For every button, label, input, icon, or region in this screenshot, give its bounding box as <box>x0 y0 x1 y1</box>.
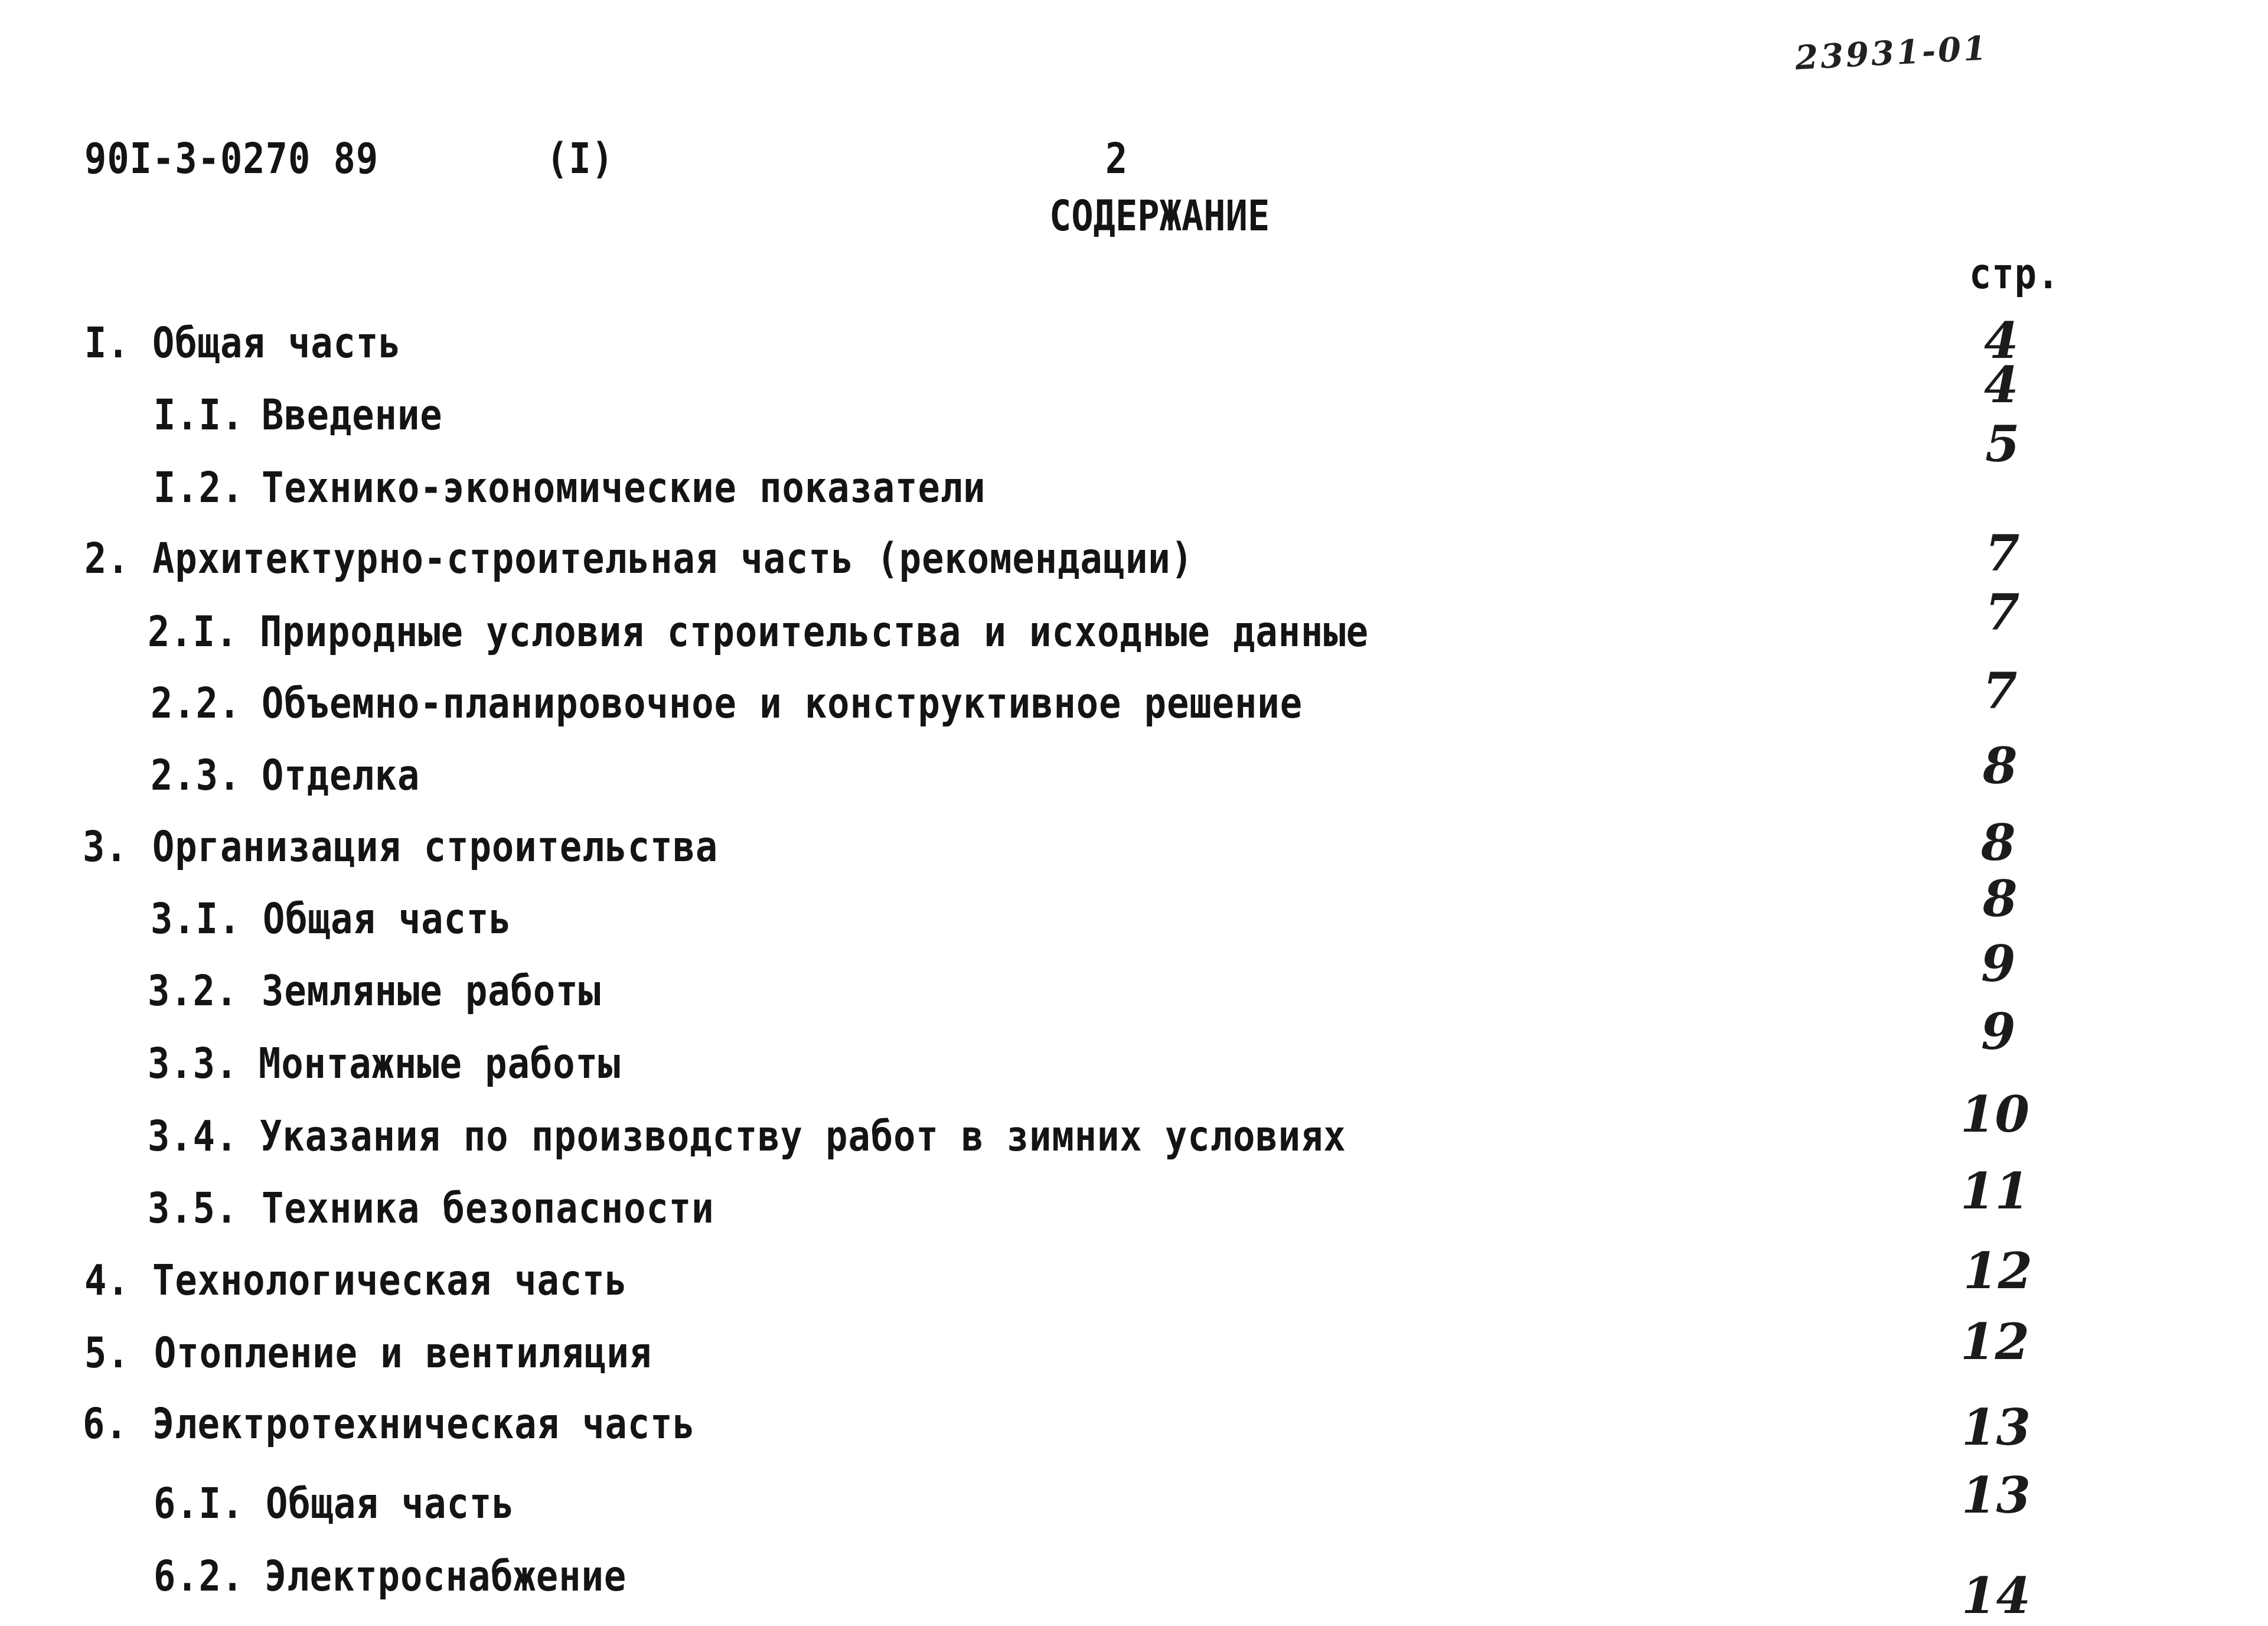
toc-entry-page: 12 <box>1963 1242 2032 1300</box>
toc-entry-number: 6.I. <box>154 1478 244 1529</box>
toc-entry-page: 12 <box>1960 1312 2029 1371</box>
toc-entry-page: 8 <box>1981 813 2016 872</box>
toc-entry-title: Электроснабжение <box>265 1551 627 1601</box>
toc-entry-number: 3. <box>83 822 128 872</box>
toc-entry-title: Монтажные работы <box>259 1038 621 1089</box>
toc-entry-number: I. <box>84 318 130 368</box>
toc-entry-number: 4. <box>84 1255 130 1305</box>
toc-entry-number: 2.I. <box>148 607 239 657</box>
toc-entry-page: 13 <box>1962 1398 2031 1456</box>
toc-entry-page: 13 <box>1962 1466 2031 1524</box>
toc-entry-title: Общая часть <box>266 1478 515 1529</box>
toc-entry-number: 3.I. <box>151 894 242 944</box>
archive-number: 23931-01 <box>1794 28 1990 78</box>
toc-entry-page: 9 <box>1981 1002 2016 1061</box>
toc-entry-title: Объемно-планировочное и конструктивное решение <box>262 678 1303 728</box>
toc-entry-title: Земляные работы <box>262 966 601 1016</box>
toc-entry-title: Природные условия строительства и исходные данные <box>260 607 1369 657</box>
toc-entry-title: Техника безопасности <box>262 1183 714 1233</box>
toc-entry-number: I.I. <box>154 390 244 440</box>
toc-entry-title: Отопление и вентиляция <box>154 1328 652 1378</box>
toc-entry-page: 10 <box>1960 1085 2029 1143</box>
toc-entry-number: 6. <box>83 1399 128 1449</box>
toc-entry-number: 2.3. <box>151 750 242 800</box>
toc-entry-page: 7 <box>1983 662 2018 720</box>
toc-entry-page: 8 <box>1983 869 2018 928</box>
toc-entry-page: 4 <box>1984 311 2019 370</box>
page-number: 2 <box>1105 133 1128 184</box>
toc-entry-number: 6.2. <box>154 1551 244 1601</box>
toc-entry-title: Общая часть <box>152 318 402 368</box>
toc-entry-title: Электротехническая часть <box>152 1399 696 1449</box>
toc-entry-number: 5. <box>84 1328 130 1378</box>
toc-entry-page: 11 <box>1960 1162 2029 1220</box>
toc-entry-page: 9 <box>1981 934 2016 993</box>
toc-entry-page: 7 <box>1985 583 2020 641</box>
toc-title: СОДЕРЖАНИЕ <box>1049 191 1270 241</box>
toc-entry-page: 14 <box>1962 1566 2031 1625</box>
toc-entry-title: Архитектурно-строительная часть (рекомендации) <box>152 533 1194 584</box>
toc-entry-title: Технологическая часть <box>152 1255 628 1305</box>
toc-entry-title: Технико-экономические показатели <box>262 462 986 513</box>
toc-entry-number: 3.3. <box>148 1038 239 1089</box>
toc-entry-number: 3.2. <box>148 966 239 1016</box>
toc-entry-number: 3.4. <box>148 1111 239 1161</box>
sheet-mark: (I) <box>546 133 614 184</box>
toc-entry-number: I.2. <box>154 462 244 513</box>
toc-entry-title: Организация строительства <box>152 822 719 872</box>
doc-code: 90I-3-0270 89 <box>84 133 379 184</box>
toc-entry-page: 7 <box>1985 524 2020 582</box>
toc-entry-title: Общая часть <box>263 894 512 944</box>
toc-entry-number: 2. <box>84 533 130 584</box>
toc-entry-page: 4 <box>1984 356 2019 414</box>
toc-entry-number: 2.2. <box>151 678 242 728</box>
toc-entry-title: Указания по производству работ в зимних условиях <box>260 1111 1346 1161</box>
toc-entry-number: 3.5. <box>148 1183 239 1233</box>
toc-entry-page: 5 <box>1985 415 2020 473</box>
toc-entry-title: Введение <box>262 390 443 440</box>
page-column-header: стр. <box>1969 249 2060 299</box>
toc-entry-title: Отделка <box>262 750 420 800</box>
toc-entry-page: 8 <box>1983 737 2018 795</box>
